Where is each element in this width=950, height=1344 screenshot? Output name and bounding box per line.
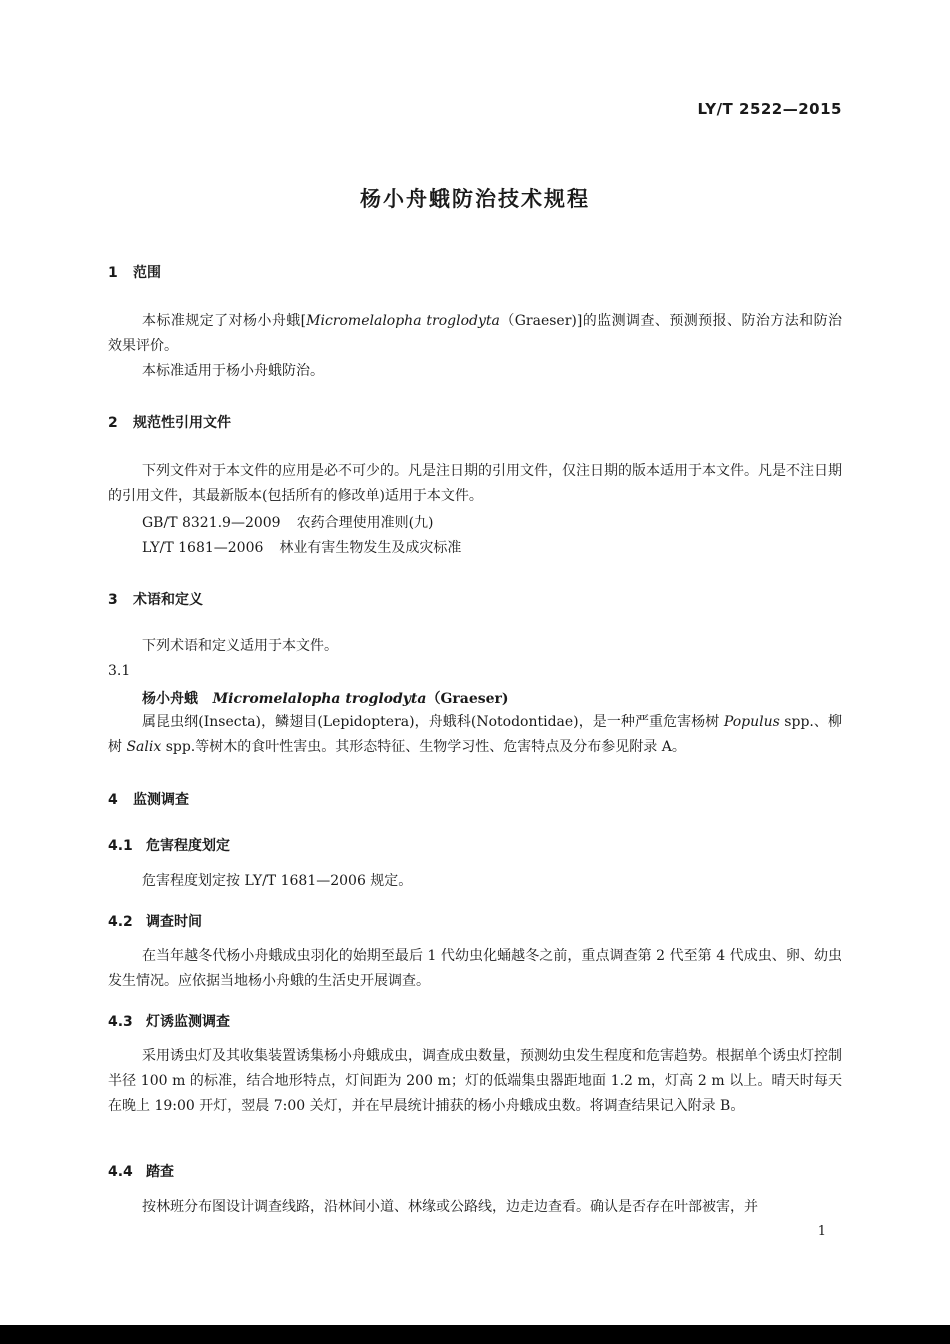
reference-title: 农药合理使用准则(九) xyxy=(296,515,434,531)
text-run: 本标准规定了对杨小舟蛾[ xyxy=(142,313,307,329)
term-latin: Micromelalopha troglodyta xyxy=(212,691,427,707)
section-4-1-heading xyxy=(108,835,230,855)
document-title: 杨小舟蛾防治技术规程 xyxy=(360,187,590,211)
section-number: 3 xyxy=(108,592,118,608)
section-1-heading xyxy=(108,262,161,282)
section-title: 调查时间 xyxy=(146,914,202,930)
section-2-paragraph-1: 下列文件对于本文件的应用是必不可少的。凡是注日期的引用文件，仅注日期的版本适用于本文件。凡是不注日期的引用文件，其最新版本(包括所有的修改单)适用于本文件。 xyxy=(108,463,842,504)
section-4-2-heading xyxy=(108,911,202,931)
section-1-paragraph-2: 本标准适用于杨小舟蛾防治。 xyxy=(142,363,324,379)
section-4-2-paragraph: 在当年越冬代杨小舟蛾成虫羽化的始期至最后 1 代幼虫化蛹越冬之前，重点调查第 2 代至第 4 代成虫、卵、幼虫发生情况。应依据当地杨小舟蛾的生活史开展调查。 xyxy=(108,948,842,989)
section-title: 危害程度划定 xyxy=(146,838,230,854)
section-4-3-paragraph: 采用诱虫灯及其收集装置诱集杨小舟蛾成虫，调查成虫数量，预测幼虫发生程度和危害趋势。根据单个诱虫灯控制半径 100 m 的标准，结合地形特点，灯间距为 200 m；灯的低端集虫器距地面 1.2 m，灯高 2 m 以上。晴天时每天在晚上 19:00 开灯，翌晨 7:00 关灯，并在早晨统计捕获的杨小舟蛾成虫数。将调查结果记入附录 B。 xyxy=(108,1048,842,1114)
text-run: spp.等树木的食叶性害虫。其形态特征、生物学习性、危害特点及分布参见附录 A。 xyxy=(161,739,686,755)
section-3-paragraph-1: 下列术语和定义适用于本文件。 xyxy=(142,638,338,654)
term-entry xyxy=(142,688,509,708)
normative-reference-2 xyxy=(142,537,461,557)
genus-name: Salix xyxy=(126,739,162,755)
section-title: 监测调查 xyxy=(133,792,189,808)
normative-reference-1 xyxy=(142,512,434,532)
section-1-paragraph-1 xyxy=(108,309,842,359)
reference-code: LY/T 1681—2006 xyxy=(142,540,264,556)
term-chinese: 杨小舟蛾 xyxy=(142,691,198,707)
section-4-4-heading xyxy=(108,1161,174,1181)
section-number: 4.2 xyxy=(108,914,133,930)
text-run: （Graeser)]的监测调查、预测预报、防治方法和防治效果评价。 xyxy=(108,313,842,354)
text-run: spp.、柳树 xyxy=(108,714,842,755)
section-title: 灯诱监测调查 xyxy=(146,1014,230,1030)
standard-code: LY/T 2522—2015 xyxy=(697,100,842,118)
page-number: 1 xyxy=(817,1224,826,1239)
section-2-heading xyxy=(108,412,231,432)
section-4-3-heading xyxy=(108,1011,230,1031)
reference-code: GB/T 8321.9—2009 xyxy=(142,515,281,531)
text-run: 属昆虫纲(Insecta)，鳞翅目(Lepidoptera)，舟蛾科(Notodontidae)，是一种严重危害杨树 xyxy=(142,714,724,730)
section-number: 4 xyxy=(108,792,118,808)
section-title: 范围 xyxy=(133,265,161,281)
section-title: 踏查 xyxy=(146,1164,174,1180)
section-4-1-paragraph: 危害程度划定按 LY/T 1681—2006 规定。 xyxy=(142,873,413,889)
section-number: 1 xyxy=(108,265,118,281)
section-number: 4.3 xyxy=(108,1014,133,1030)
reference-title: 林业有害生物发生及成灾标准 xyxy=(279,540,462,556)
section-number: 4.1 xyxy=(108,838,133,854)
section-4-heading xyxy=(108,789,189,809)
genus-name: Populus xyxy=(723,714,780,730)
section-number: 4.4 xyxy=(108,1164,133,1180)
species-name: Micromelalopha troglodyta xyxy=(306,313,500,329)
section-title: 术语和定义 xyxy=(133,592,203,608)
section-4-4-paragraph: 按林班分布图设计调查线路，沿林间小道、林缘或公路线，边走边查看。确认是否存在叶部被害，并 xyxy=(142,1199,758,1215)
bottom-border xyxy=(0,1325,950,1344)
term-author: （Graeser) xyxy=(426,691,509,707)
term-number: 3.1 xyxy=(108,663,131,679)
term-definition xyxy=(108,710,842,760)
section-number: 2 xyxy=(108,415,118,431)
section-3-heading xyxy=(108,589,203,609)
section-title: 规范性引用文件 xyxy=(133,415,231,431)
